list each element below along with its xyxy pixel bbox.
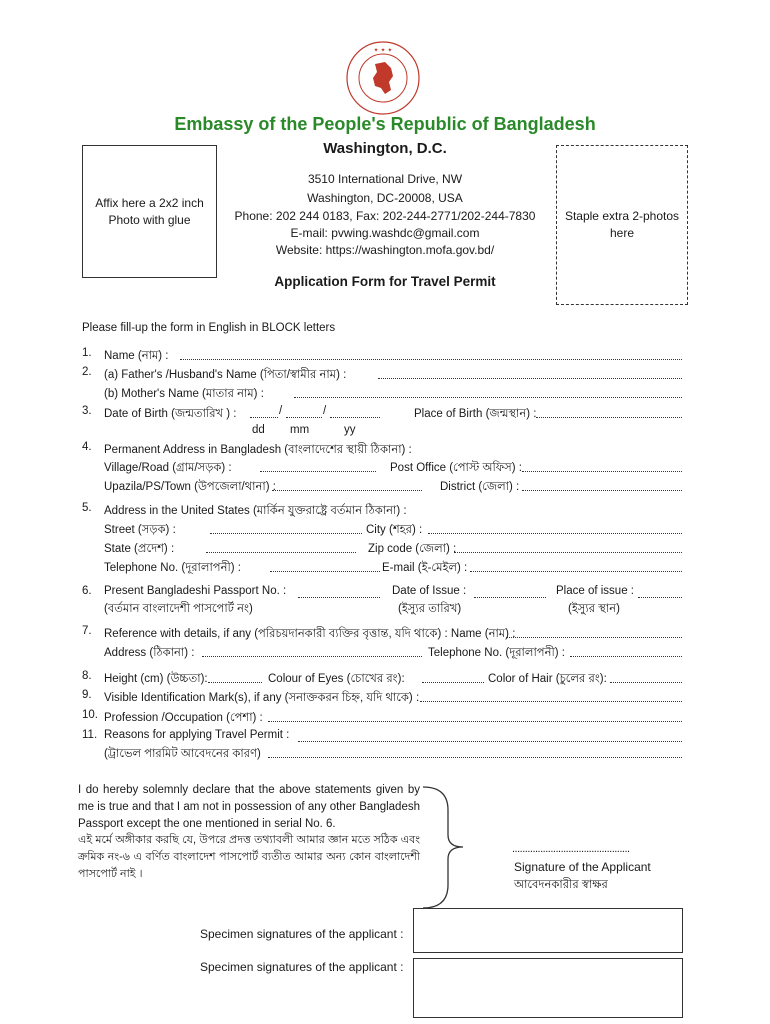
upazila-input[interactable]: [272, 478, 422, 491]
field-name: [82, 347, 682, 365]
government-seal-icon: [345, 40, 421, 116]
field-identification: [82, 689, 682, 707]
telephone-label: Telephone No. (দূরালাপনী) :: [104, 562, 241, 574]
num-5: 5.: [82, 502, 92, 514]
dob-format: [82, 424, 682, 442]
zip-label: Zip code (জেলা) :: [368, 543, 457, 555]
city-input[interactable]: [428, 521, 682, 534]
dob-year-input[interactable]: [330, 405, 380, 418]
eye-colour-label: Colour of Eyes (চোখের রং):: [268, 673, 405, 685]
dob-day-input[interactable]: [250, 405, 278, 418]
num-3: 3.: [82, 405, 92, 417]
embassy-title: Embassy of the People's Republic of Bangladesh: [174, 114, 596, 134]
pob-input[interactable]: [536, 405, 682, 418]
reference-address-label: Address (ঠিকানা) :: [104, 647, 195, 659]
field-reference: [82, 625, 682, 643]
reference-address-input[interactable]: [202, 644, 422, 657]
mother-input[interactable]: [294, 385, 682, 398]
declaration-bangla: এই মর্মে অঙ্গীকার করছি যে, উপরে প্রদত্ত তথ্যাবলী আমার জ্ঞান মতে সঠিক এবং ক্রমিক নং-৬ এ বর্ণিত বাংলাদেশ পাসপোর্ট ব্যতীত আমার অন্য কোন বাংলাদেশী পাসপোর্ট নাই ।: [78, 834, 420, 880]
email-label: E-mail (ই-মেইল) :: [382, 562, 468, 574]
passport-input[interactable]: [298, 585, 380, 598]
passport-bangla: (বর্তমান বাংলাদেশী পাসপোর্ট নং): [104, 603, 253, 615]
photo-box: [82, 145, 217, 278]
reasons-input[interactable]: [298, 729, 682, 742]
form-title: Application Form for Travel Permit: [274, 274, 496, 289]
signature-label: Signature of the Applicant: [514, 860, 651, 874]
signature-line[interactable]: ..............................................: [512, 843, 630, 855]
mm-label: mm: [290, 424, 310, 436]
father-input[interactable]: [378, 366, 682, 379]
field-mother: [82, 385, 682, 403]
specimen-signature-box-2[interactable]: [413, 958, 683, 1018]
identification-label: Visible Identification Mark(s), if any (সনাক্তকরন চিহ্ন, যদি থাকে) :: [104, 692, 420, 704]
field-permanent-address: [82, 441, 682, 459]
passport-bangla-row: [82, 600, 682, 618]
district-input[interactable]: [522, 478, 682, 491]
profession-label: Profession /Occupation (পেশা) :: [104, 712, 263, 724]
eye-colour-input[interactable]: [422, 670, 484, 683]
upazila-label: Upazila/PS/Town (উপজেলা/থানা) :: [104, 481, 276, 493]
dob-sep1: /: [279, 405, 283, 417]
instruction: Please fill-up the form in English in BLOCK letters: [82, 322, 336, 334]
num-9: 9.: [82, 689, 92, 701]
num-2: 2.: [82, 366, 92, 378]
dob-month-input[interactable]: [286, 405, 322, 418]
website-line: Website: https://washington.mofa.gov.bd/: [275, 243, 495, 257]
date-of-issue-label: Date of Issue :: [392, 585, 467, 597]
street-input[interactable]: [210, 521, 362, 534]
specimen-label-1: Specimen signatures of the applicant :: [200, 927, 404, 941]
profession-input[interactable]: [268, 709, 682, 722]
village-label: Village/Road (গ্রাম/সড়ক) :: [104, 462, 232, 474]
signature-label-bangla: আবেদনকারীর স্বাক্ষর: [514, 879, 608, 891]
phone-line: Phone: 202 244 0183, Fax: 202-244-2771/202-244-7830: [234, 209, 536, 223]
telephone-input[interactable]: [270, 559, 380, 572]
post-office-label: Post Office (পোস্ট অফিস) :: [390, 462, 522, 474]
father-label: (a) Father's /Husband's Name (পিতা/স্বামীর নাম) :: [104, 369, 347, 381]
field-upazila: [82, 478, 682, 496]
svg-text:✦ ✦ ✦: ✦ ✦ ✦: [373, 47, 393, 54]
num-1: 1.: [82, 347, 92, 359]
reference-telephone-input[interactable]: [570, 644, 682, 657]
city-label: City (শহর) :: [366, 524, 423, 536]
reasons-input-2[interactable]: [268, 745, 682, 758]
field-profession: [82, 709, 682, 727]
email-line: E-mail: pvwing.washdc@gmail.com: [290, 226, 480, 240]
district-label: District (জেলা) :: [440, 481, 520, 493]
declaration-english: I do hereby solemnly declare that the above statements given by me is true and that I am not in possession of any other Bangladesh Passport except the one mentioned in serial No. 6.: [78, 784, 420, 830]
field-us-address: [82, 502, 682, 520]
field-street: [82, 521, 682, 539]
hair-colour-input[interactable]: [610, 670, 682, 683]
num-10: 10.: [82, 709, 98, 721]
dob-label: Date of Birth (জন্মতারিখ ) :: [104, 408, 237, 420]
permanent-address-label: Permanent Address in Bangladesh (বাংলাদেশের স্থায়ী ঠিকানা) :: [104, 444, 412, 456]
place-of-issue-label: Place of issue :: [556, 585, 634, 597]
staple-box-label: Staple extra 2-photos here: [564, 209, 680, 240]
hair-colour-label: Color of Hair (চুলের রং):: [488, 673, 607, 685]
num-6: 6.: [82, 585, 92, 597]
state-input[interactable]: [206, 540, 356, 553]
height-label: Height (cm) (উচ্চতা):: [104, 673, 208, 685]
date-of-issue-bangla: (ইস্যুর তারিখ): [398, 603, 462, 615]
reasons-bangla: (ট্রাভেল পারমিট আবেদনের কারণ): [104, 748, 261, 760]
field-telephone: [82, 559, 682, 577]
address-line2: Washington, DC-20008, USA: [307, 191, 463, 205]
village-input[interactable]: [260, 459, 376, 472]
name-input[interactable]: [180, 347, 682, 360]
reference-name-input[interactable]: [506, 625, 682, 638]
zip-input[interactable]: [454, 540, 682, 553]
pob-label: Place of Birth (জন্মস্থান) :: [414, 408, 537, 420]
state-label: State (প্রদেশ) :: [104, 543, 175, 555]
num-4: 4.: [82, 441, 92, 453]
dd-label: dd: [252, 424, 265, 436]
field-reasons-bangla: [82, 745, 682, 763]
field-father: [82, 366, 682, 384]
place-of-issue-bangla: (ইস্যুর স্থান): [568, 603, 620, 615]
num-8: 8.: [82, 670, 92, 682]
passport-label: Present Bangladeshi Passport No. :: [104, 585, 287, 597]
field-reference-address: [82, 644, 682, 662]
date-of-issue-input[interactable]: [474, 585, 546, 598]
specimen-label-2: Specimen signatures of the applicant :: [200, 960, 404, 974]
reference-label: Reference with details, if any (পরিচয়দানকারী ব্যক্তির বৃত্তান্ত, যদি থাকে) : Name (নাম) :: [104, 628, 516, 640]
address-line1: 3510 International Drive, NW: [307, 172, 463, 186]
name-label: Name (নাম) :: [104, 350, 169, 362]
field-dob: [82, 405, 682, 423]
num-11: 11.: [82, 729, 98, 741]
us-address-label: Address in the United States (মার্কিন যুক্তরাষ্ট্রে বর্তমান ঠিকানা) :: [104, 505, 407, 517]
reasons-label: Reasons for applying Travel Permit :: [104, 729, 290, 741]
reference-telephone-label: Telephone No. (দূরালাপনী) :: [428, 647, 565, 659]
identification-input[interactable]: [420, 689, 682, 702]
field-village: [82, 459, 682, 477]
brace-icon: [418, 785, 468, 910]
street-label: Street (সড়ক) :: [104, 524, 176, 536]
height-input[interactable]: [208, 670, 262, 683]
embassy-city: Washington, D.C.: [323, 140, 447, 157]
email-input[interactable]: [470, 559, 682, 572]
dob-sep2: /: [323, 405, 327, 417]
photo-box-label: Affix here a 2x2 inch Photo with glue: [95, 195, 204, 227]
yy-label: yy: [344, 424, 356, 436]
post-office-input[interactable]: [522, 459, 682, 472]
field-state: [82, 540, 682, 558]
mother-label: (b) Mother's Name (মাতার নাম) :: [104, 388, 264, 400]
num-7: 7.: [82, 625, 92, 637]
specimen-signature-box-1[interactable]: [413, 908, 683, 953]
place-of-issue-input[interactable]: [638, 585, 682, 598]
field-height: [82, 670, 682, 688]
